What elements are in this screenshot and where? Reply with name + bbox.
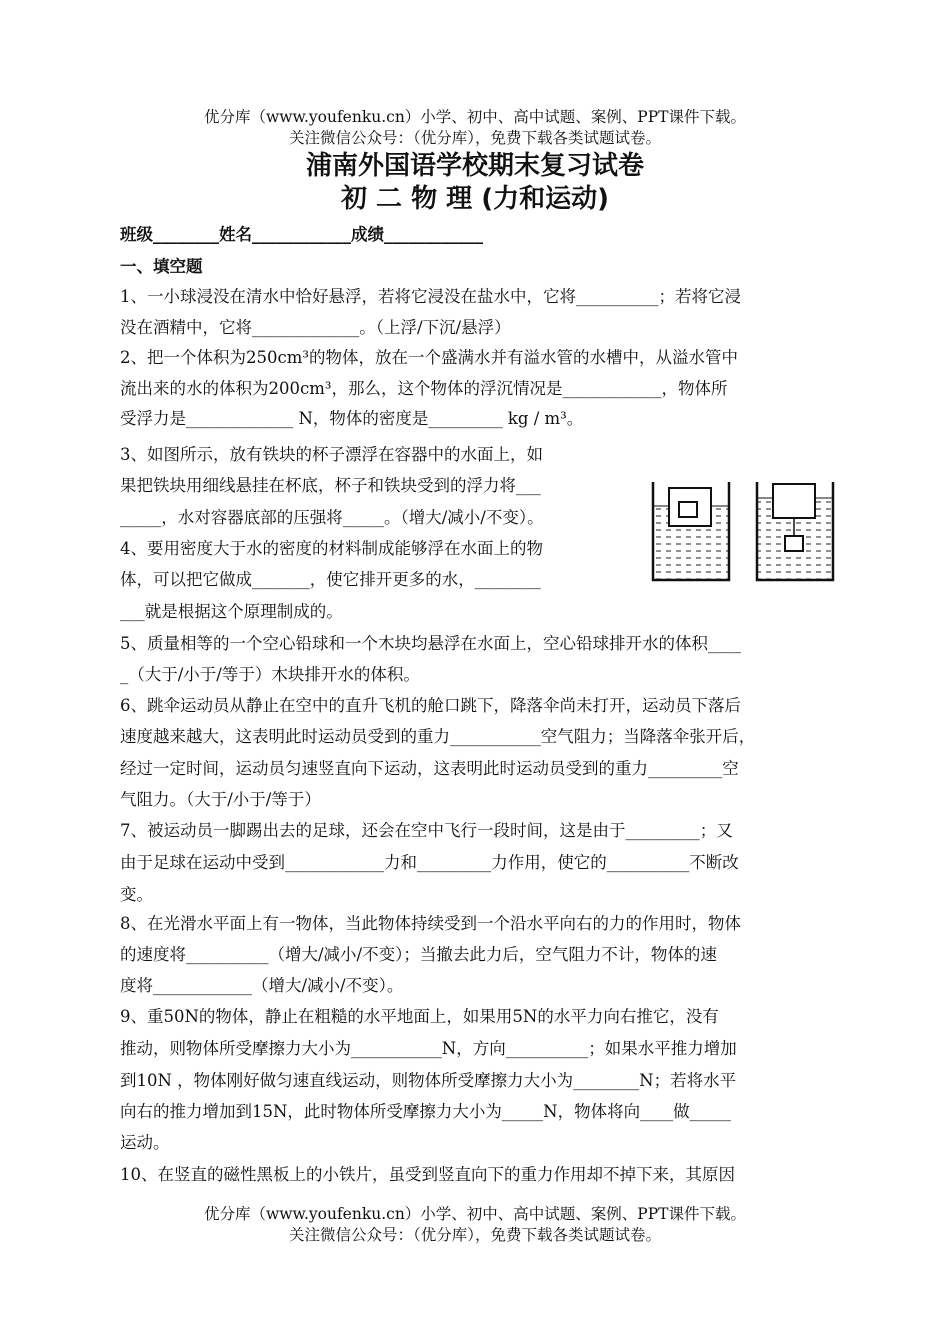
question-line: 运动。 (120, 1133, 170, 1152)
question-line: 到10N ，物体刚好做匀速直线运动，则物体所受摩擦力大小为________N；若将水平 (120, 1071, 737, 1090)
question-line: 5、质量相等的一个空心铅球和一个木块均悬浮在水面上，空心铅球排开水的体积____ (120, 634, 741, 653)
container-left (653, 482, 729, 580)
question-line: 1、一小球浸没在清水中恰好悬浮，若将它浸没在盐水中，它将__________；若将它浸 (120, 287, 741, 306)
question-line: 受浮力是_____________ N，物体的密度是_________ kg / m³。 (120, 409, 584, 428)
question-line: 体，可以把它做成_______，使它排开更多的水，________ (120, 570, 541, 589)
container-right (757, 482, 833, 580)
question-line: 果把铁块用细线悬挂在杯底，杯子和铁块受到的浮力将___ (120, 476, 541, 495)
question-line: 推动，则物体所受摩擦力大小为___________N，方向__________；如果水平推力增加 (120, 1039, 737, 1058)
question-line: 速度越来越大，这表明此时运动员受到的重力___________空气阻力；当降落伞张开后， (120, 727, 756, 746)
question-line: 由于足球在运动中受到____________力和_________力作用，使它的__________不断改 (120, 853, 739, 872)
header-line-2: 关注微信公众号：（优分库），免费下载各类试题试卷。 (288, 129, 661, 147)
question-line: _（大于/小于/等于）木块排开水的体积。 (120, 665, 420, 684)
footer-line-2: 关注微信公众号：（优分库），免费下载各类试题试卷。 (288, 1226, 661, 1244)
question-line: ___就是根据这个原理制成的。 (120, 602, 343, 621)
question-line: _____，水对容器底部的压强将_____。（增大/减小/不变）。 (120, 508, 544, 527)
question-line: 7、被运动员一脚踢出去的足球，还会在空中飞行一段时间，这是由于_________；又 (120, 821, 733, 840)
question-line: 度将____________（增大/减小/不变）。 (120, 976, 404, 995)
question-line: 9、重50N的物体，静止在粗糙的水平地面上，如果用5N的水平力向右推它，没有 (120, 1007, 719, 1026)
question-line: 向右的推力增加到15N，此时物体所受摩擦力大小为_____N，物体将向____做_____ (120, 1102, 731, 1121)
floating-cup-figure (645, 478, 845, 588)
student-info-line: 班级________姓名____________成绩____________ (120, 225, 483, 244)
section-heading: 一、填空题 (120, 257, 203, 276)
question-line: 10、在竖直的磁性黑板上的小铁片，虽受到竖直向下的重力作用却不掉下来，其原因 (120, 1165, 735, 1184)
question-line: 8、在光滑水平面上有一物体，当此物体持续受到一个沿水平向右的力的作用时，物体 (120, 914, 741, 933)
header-line-1: 优分库（www.youfenku.cn）小学、初中、高中试题、案例、PPT课件下载。 (203, 108, 747, 126)
question-line: 3、如图所示，放有铁块的杯子漂浮在容器中的水面上，如 (120, 445, 543, 464)
question-line: 气阻力。（大于/小于/等于） (120, 790, 321, 809)
question-line: 没在酒精中，它将_____________。（上浮/下沉/悬浮） (120, 318, 511, 337)
question-line: 经过一定时间，运动员匀速竖直向下运动，这表明此时运动员受到的重力_________空 (120, 759, 739, 778)
question-line: 流出来的水的体积为200cm³，那么，这个物体的浮沉情况是____________，物体所 (120, 379, 728, 398)
question-line: 变。 (120, 885, 153, 904)
question-line: 6、跳伞运动员从静止在空中的直升飞机的舱口跳下，降落伞尚未打开，运动员下落后 (120, 696, 741, 715)
footer-line-1: 优分库（www.youfenku.cn）小学、初中、高中试题、案例、PPT课件下载。 (203, 1205, 747, 1223)
page-subtitle: 初 二 物 理 (力和运动) (341, 184, 609, 214)
page-title: 浦南外国语学校期末复习试卷 (305, 151, 644, 181)
question-line: 2、把一个体积为250cm³的物体，放在一个盛满水并有溢水管的水槽中，从溢水管中 (120, 348, 738, 367)
question-line: 4、要用密度大于水的密度的材料制成能够浮在水面上的物 (120, 539, 543, 558)
question-line: 的速度将__________（增大/减小/不变）；当撤去此力后，空气阻力不计，物体的速 (120, 945, 717, 964)
